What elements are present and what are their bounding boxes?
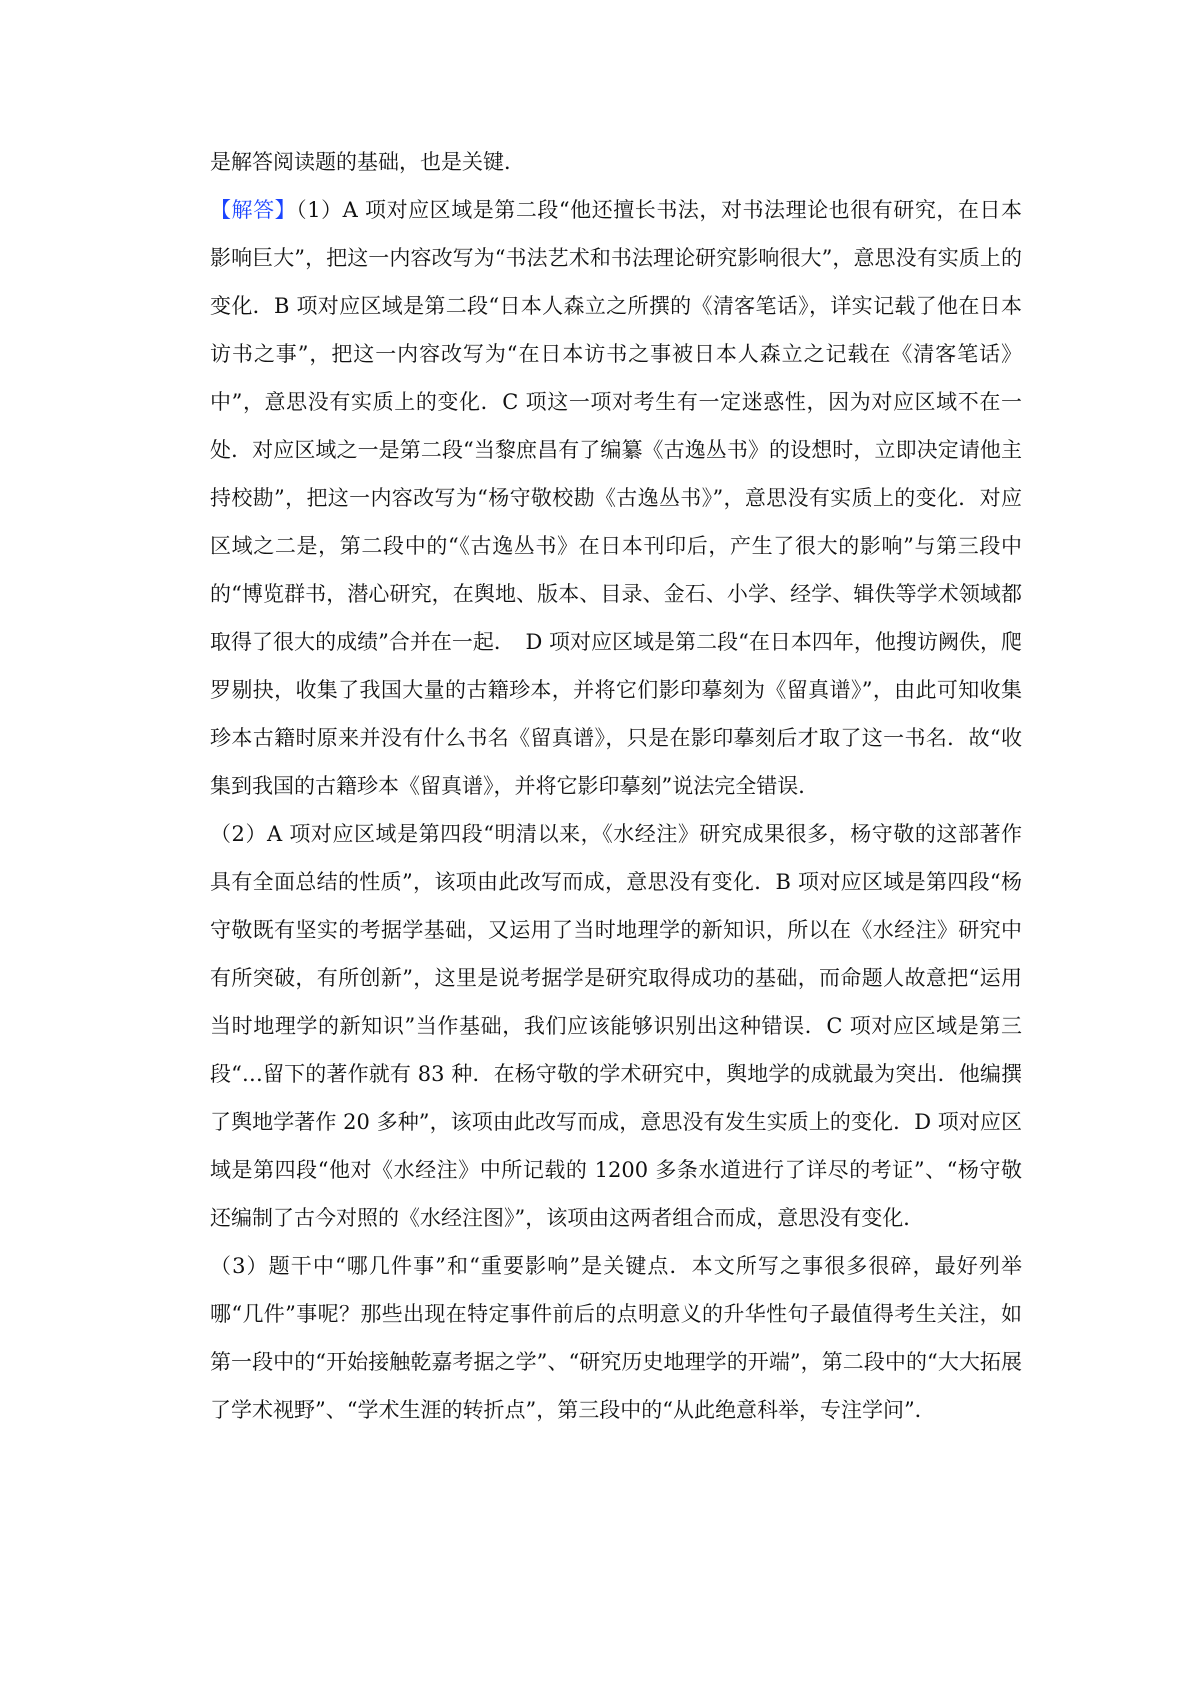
answer-explanation	[210, 138, 1022, 1434]
answer-paragraph-2	[210, 810, 1022, 1242]
answer-tag: 【解答】	[210, 198, 297, 222]
answer-paragraph-3	[210, 1242, 1022, 1434]
answer-part-2-text: （2）A 项对应区域是第四段“明清以来，《水经注》研究成果很多，杨守敬的这部著作具有全面总结的性质”，该项由此改写而成，意思没有变化．B 项对应区域是第四段“杨守敬既有坚实的考据学基础，又运用了当时地理学的新知识，所以在《水经注》研究中有所突破，有所创新”，这里是说考据学是研究取得成功的基础，而命题人故意把“运用当时地理学的新知识”当作基础，我们应该能够识别出这种错误．C 项对应区域是第三段“…留下的著作就有 83 种．在杨守敬的学术研究中，舆地学的成就最为突出．他编撰了舆地学著作 20 多种”，该项由此改写而成，意思没有发生实质上的变化．D 项对应区域是第四段“他对《水经注》中所记载的 1200 多条水道进行了详尽的考证”、“杨守敬还编制了古今对照的《水经注图》”，该项由这两者组合而成，意思没有变化．	[210, 822, 1022, 1230]
answer-part-1-text: （1）A 项对应区域是第二段“他还擅长书法，对书法理论也很有研究，在日本影响巨大”，把这一内容改写为“书法艺术和书法理论研究影响很大”，意思没有实质上的变化．B 项对应区域是第二段“日本人森立之所撰的《清客笔话》，详实记载了他在日本访书之事”，把这一内容改写为“在日本访书之事被日本人森立之记载在《清客笔话》中”，意思没有实质上的变化．C 项这一项对考生有一定迷惑性，因为对应区域不在一处．对应区域之一是第二段“当黎庶昌有了编纂《古逸丛书》的设想时，立即决定请他主持校勘”，把这一内容改写为“杨守敬校勘《古逸丛书》”，意思没有实质上的变化．对应区域之二是，第二段中的“《古逸丛书》在日本刊印后，产生了很大的影响”与第三段中的“博览群书，潜心研究，在舆地、版本、目录、金石、小学、经学、辑佚等学术领域都取得了很大的成绩”合并在一起． D 项对应区域是第二段“在日本四年，他搜访阙佚，爬罗剔抉，收集了我国大量的古籍珍本，并将它们影印摹刻为《留真谱》”，由此可知收集珍本古籍时原来并没有什么书名《留真谱》，只是在影印摹刻后才取了这一书名．故“收集到我国的古籍珍本《留真谱》，并将它影印摹刻”说法完全错误．	[210, 198, 1023, 798]
intro-paragraph	[210, 138, 1022, 186]
answer-paragraph-1	[210, 186, 1022, 810]
intro-text: 是解答阅读题的基础，也是关键．	[210, 150, 525, 174]
answer-part-3-text: （3）题干中“哪几件事”和“重要影响”是关键点．本文所写之事很多很碎，最好列举哪“几件”事呢？那些出现在特定事件前后的点明意义的升华性句子最值得考生关注，如第一段中的“开始接触乾嘉考据之学”、“研究历史地理学的开端”，第二段中的“大大拓展了学术视野”、“学术生涯的转折点”，第三段中的“从此绝意科举，专注学问”．	[210, 1254, 1022, 1422]
